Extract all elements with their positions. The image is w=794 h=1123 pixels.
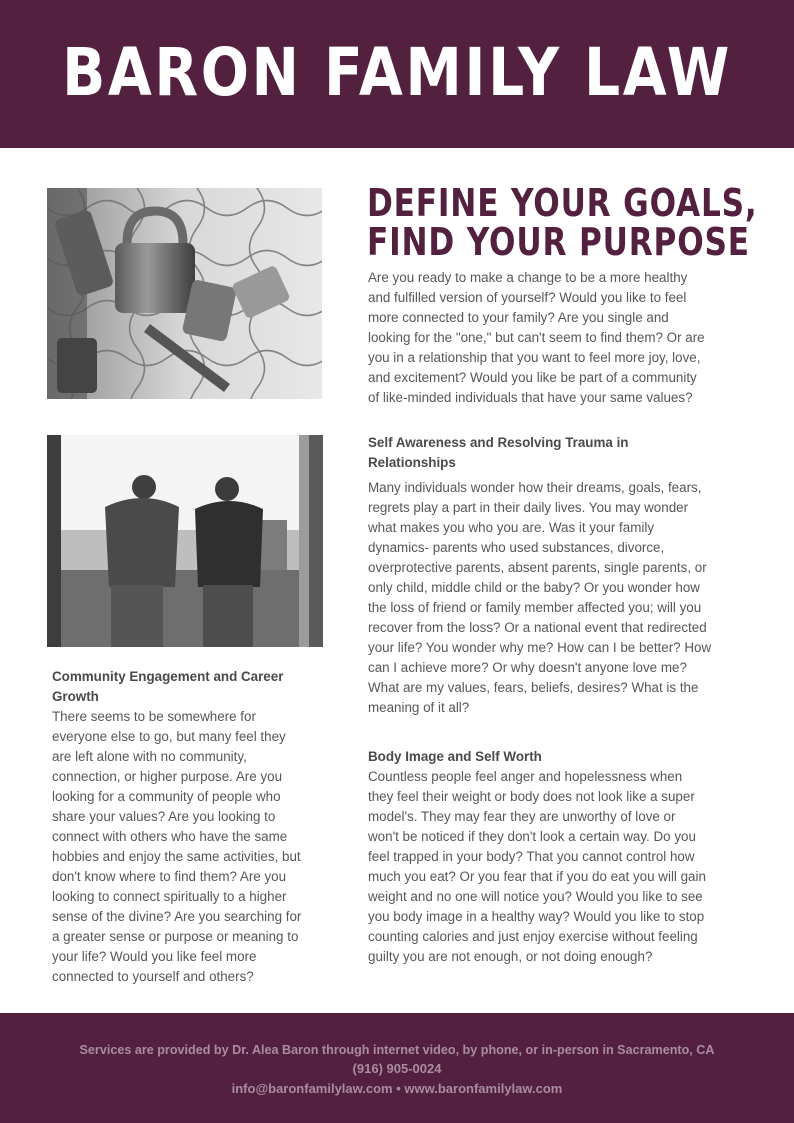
body-image-line: much you eat? Or you fear that if you do eat you will gain: [368, 869, 706, 884]
community-heading: [52, 667, 352, 707]
trauma-line: dynamics- parents who used substances, divorce,: [368, 540, 665, 555]
community-heading-line: Community Engagement and Career: [52, 669, 284, 684]
community-heading-line: Growth: [52, 689, 99, 704]
trauma-line: overprotective parents, absent parents, single parents, or: [368, 560, 707, 575]
trauma-heading-line: Relationships: [368, 455, 456, 470]
padlocks-illustration: [47, 188, 322, 399]
body-image-line: feel trapped in your body? That you cannot control how: [368, 849, 695, 864]
intro-line: more connected to your family? Are you single and: [368, 310, 669, 325]
community-line: everyone else to go, but many feel they: [52, 729, 286, 744]
trauma-paragraph: [368, 478, 788, 718]
trauma-line: what makes you who you are. Was it your family: [368, 520, 655, 535]
trauma-line: Many individuals wonder how their dreams, goals, fears,: [368, 480, 702, 495]
body-image-line: counting calories and just enjoy exercise without feeling: [368, 929, 698, 944]
community-line: connected to yourself and others?: [52, 969, 254, 984]
intro-line: Are you ready to make a change to be a more healthy: [368, 270, 688, 285]
brand-title: BARON FAMILY LAW: [62, 34, 732, 111]
body-image-paragraph: [368, 767, 788, 967]
main-heading-line-1: DEFINE YOUR GOALS,: [367, 181, 758, 225]
trauma-line: What are my values, fears, beliefs, desires? What is the: [368, 680, 699, 695]
intro-line: and excitement? Would you like be part of a community: [368, 370, 697, 385]
trauma-line: your life? You wonder why me? How can I be better? How: [368, 640, 712, 655]
community-line: connection, or higher purpose. Are you: [52, 769, 283, 784]
trauma-heading-line: Self Awareness and Resolving Trauma in: [368, 435, 629, 450]
footer-phone: (916) 905-0024: [352, 1061, 442, 1076]
trauma-line: the loss of friend or family member affected you; will you: [368, 600, 702, 615]
community-line: hobbies and enjoy the same activities, but: [52, 849, 301, 864]
trauma-line: recover from the loss? Or a national event that redirected: [368, 620, 707, 635]
trauma-line: can I achieve more? Or why doesn't anyone love me?: [368, 660, 687, 675]
padlocks-photo: [47, 188, 322, 399]
intro-line: you in a relationship that you want to feel more joy, love,: [368, 350, 701, 365]
body-image-line: guilty you are not enough, or not doing enough?: [368, 949, 653, 964]
trauma-heading: [368, 433, 788, 473]
intro-line: and fulfilled version of yourself? Would you like to feel: [368, 290, 687, 305]
community-line: your life? Would you like feel more: [52, 949, 257, 964]
community-line: There seems to be somewhere for: [52, 709, 256, 724]
body-image-line: you body image in a healthy way? Would you like to stop: [368, 909, 705, 924]
intro-line: of like-minded individuals that have your same values?: [368, 390, 693, 405]
header-banner: [0, 0, 794, 148]
community-line: share your values? Are you looking to: [52, 809, 276, 824]
community-paragraph: [52, 707, 352, 987]
intro-paragraph: [368, 268, 788, 408]
footer: [0, 1013, 794, 1123]
body-image-heading: Body Image and Self Worth: [368, 749, 542, 764]
footer-contact: info@baronfamilylaw.com • www.baronfamilylaw.com: [231, 1081, 563, 1096]
community-line: a greater sense or purpose or meaning to: [52, 929, 299, 944]
trauma-line: only child, middle child or the baby? Or you wonder how: [368, 580, 700, 595]
community-line: looking for a community of people who: [52, 789, 281, 804]
body-image-line: model's. They may fear they are unworthy of love or: [368, 809, 676, 824]
footer-services: Services are provided by Dr. Alea Baron through internet video, by phone, or in-person in Sacramento, CA: [79, 1043, 715, 1057]
main-heading-line-2: FIND YOUR PURPOSE: [367, 220, 750, 264]
community-line: don't know where to find them? Are you: [52, 869, 287, 884]
community-line: sense of the divine? Are you searching for: [52, 909, 302, 924]
intro-line: looking for the "one," but can't seem to find them? Or are: [368, 330, 705, 345]
community-line: are left alone with no community,: [52, 749, 247, 764]
body-image-line: Countless people feel anger and hopelessness when: [368, 769, 683, 784]
community-line: looking to connect spiritually to a higher: [52, 889, 287, 904]
trauma-line: meaning of it all?: [368, 700, 470, 715]
body-image-line: won't be noticed if they don't look a certain way. Do you: [368, 829, 696, 844]
body-image-line: weight and no one will notice you? Would you like to see: [368, 889, 703, 904]
two-men-illustration: [47, 435, 323, 647]
body-image-line: they feel their weight or body does not look like a super: [368, 789, 695, 804]
main-heading: [367, 181, 758, 264]
community-line: connect with others who have the same: [52, 829, 288, 844]
trauma-line: regrets play a part in their daily lives. You may wonder: [368, 500, 689, 515]
two-men-photo: [47, 435, 323, 647]
